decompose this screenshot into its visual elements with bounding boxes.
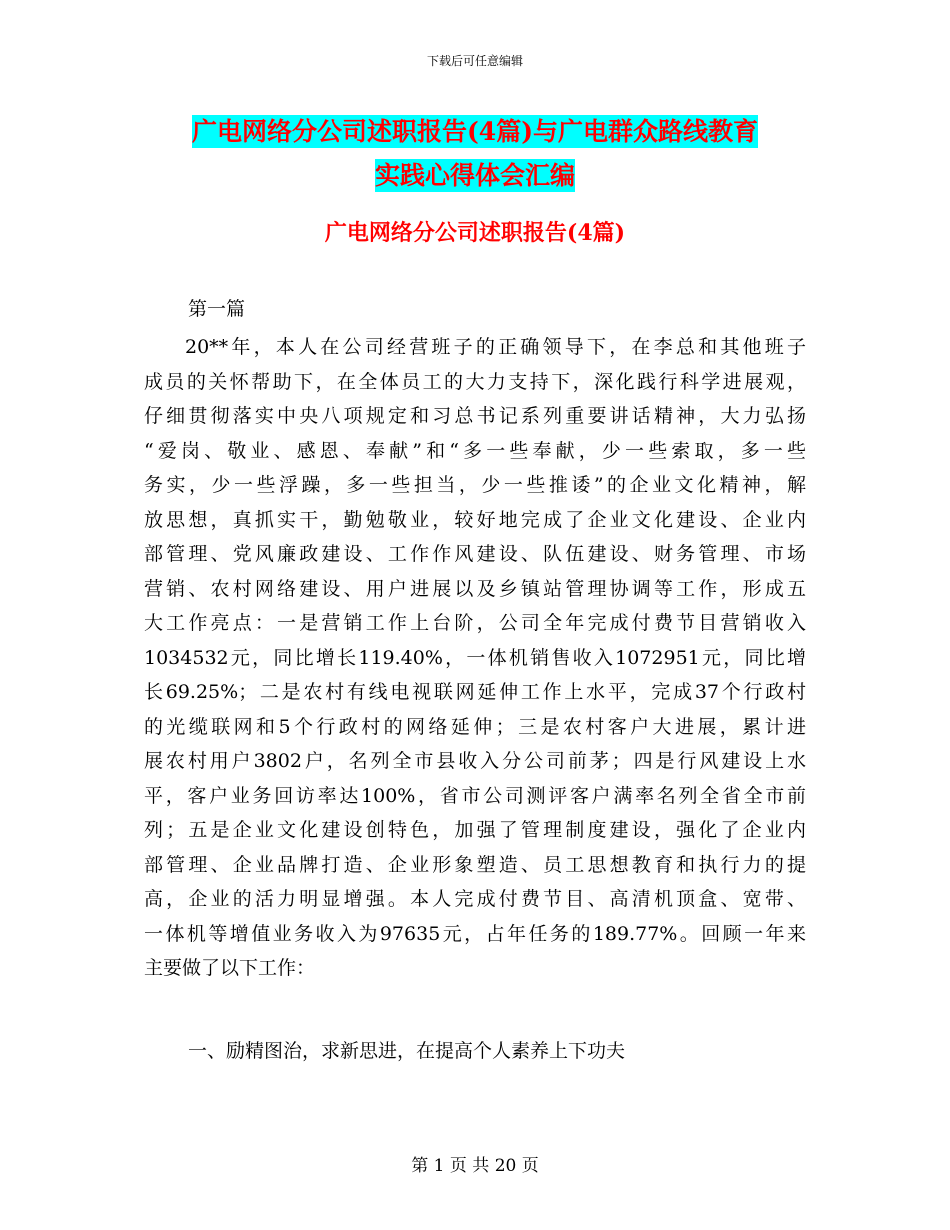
document-title — [0, 110, 950, 198]
body-line: 仔细贯彻落实中央八项规定和习总书记系列重要讲话精神，大力弘扬 — [144, 405, 806, 427]
body-line: 务实，少一些浮躁，多一些担当，少一些推诿”的企业文化精神，解 — [144, 474, 806, 496]
body-line: 部管理、企业品牌打造、企业形象塑造、员工思想教育和执行力的提 — [144, 853, 806, 876]
body-line: 成员的关怀帮助下，在全体员工的大力支持下，深化践行科学进展观， — [144, 370, 806, 393]
body-line: 放思想，真抓实干，勤勉敬业，较好地完成了企业文化建设、企业内 — [144, 508, 806, 531]
body-line: 主要做了以下工作： — [144, 957, 316, 979]
body-line: 一体机等增值业务收入为97635元，占年任务的189.77%。回顾一年来 — [144, 922, 806, 945]
body-line: 大工作亮点：一是营销工作上台阶，公司全年完成付费节目营销收入 — [144, 612, 806, 634]
document-title-line-1: 广电网络分公司述职报告(4篇)与广电群众路线教育 — [191, 117, 759, 146]
body-paragraph — [144, 330, 806, 986]
page-footer: 第 1 页 共 20 页 — [411, 1156, 539, 1176]
body-line: 营销、农村网络建设、用户进展以及乡镇站管理协调等工作，形成五 — [144, 577, 806, 600]
page-header-note: 下载后可任意编辑 — [426, 54, 523, 68]
document-title-line-2: 实践心得体会汇编 — [374, 161, 575, 190]
body-line: 列；五是企业文化建设创特色，加强了管理制度建设，强化了企业内 — [144, 819, 806, 841]
body-line: 部管理、党风廉政建设、工作作风建设、队伍建设、财务管理、市场 — [144, 543, 806, 565]
body-line: 长69.25%；二是农村有线电视联网延伸工作上水平，完成37个行政村 — [144, 681, 806, 703]
body-line: 展农村用户3802户，名列全市县收入分公司前茅；四是行风建设上水 — [144, 750, 806, 772]
body-line: “爱岗、敬业、感恩、奉献”和“多一些奉献，少一些索取，多一些 — [144, 439, 806, 462]
body-line: 平，客户业务回访率达100%，省市公司测评客户满率名列全省全市前 — [144, 784, 806, 807]
body-line: 20**年，本人在公司经营班子的正确领导下，在李总和其他班子 — [185, 336, 806, 358]
section-label: 第一篇 — [188, 298, 246, 320]
body-line: 1034532元，同比增长119.40%，一体机销售收入1072951元，同比增 — [144, 646, 806, 669]
subsection-heading: 一、励精图治，求新思进，在提高个人素养上下功夫 — [188, 1040, 626, 1062]
body-line: 高，企业的活力明显增强。本人完成付费节目、高清机顶盒、宽带、 — [144, 888, 806, 910]
body-line: 的光缆联网和5个行政村的网络延伸；三是农村客户大进展，累计进 — [144, 715, 806, 738]
section-title: 广电网络分公司述职报告(4篇) — [324, 220, 626, 246]
